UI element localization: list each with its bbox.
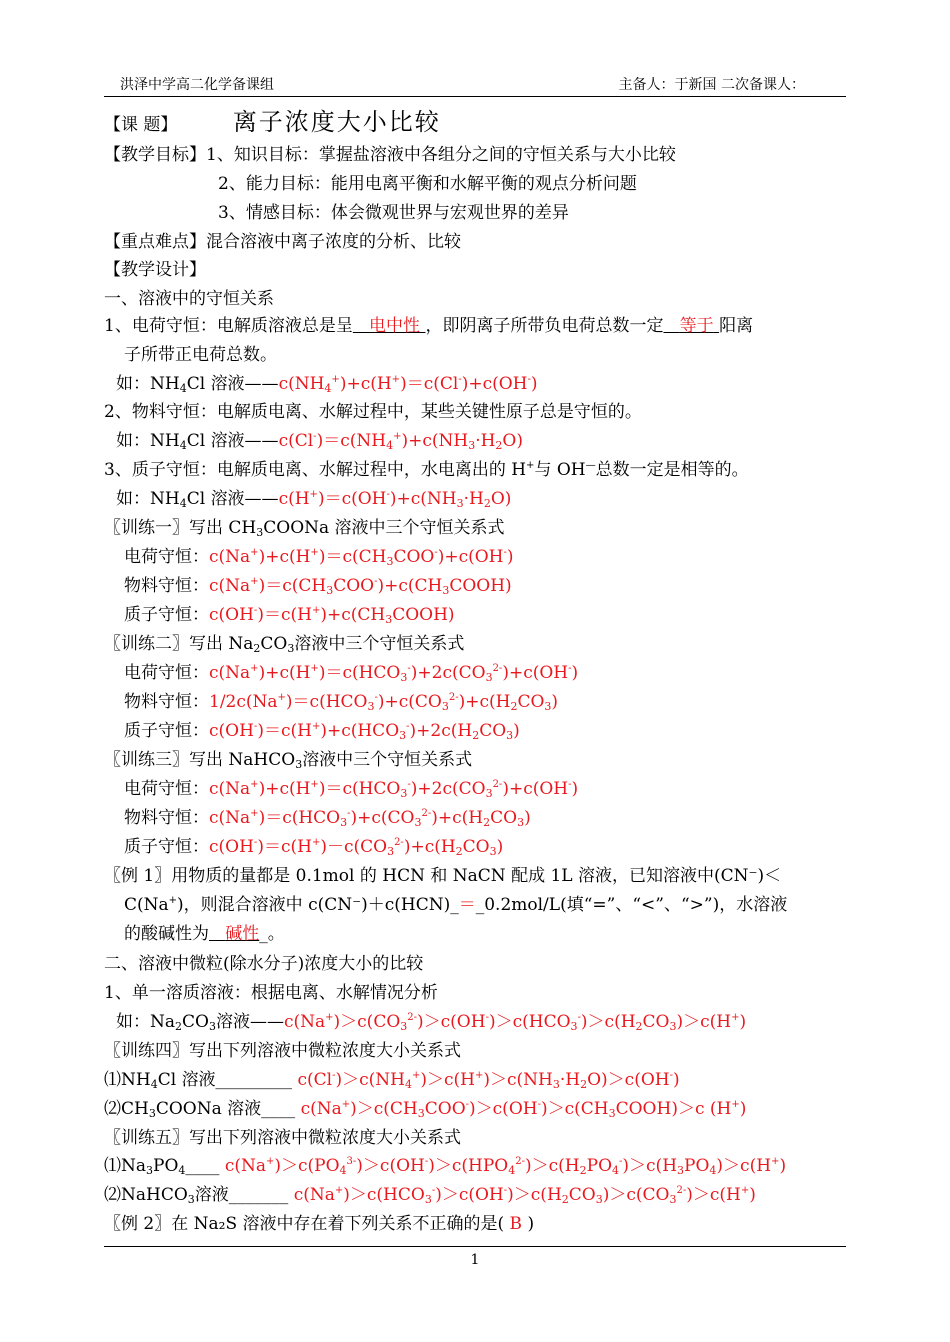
header-right: 主备人：于新国 二次备课人： [618,77,805,93]
header-left: 洪泽中学高二化学备课组 [120,77,274,93]
practice-2-proton: 质子守恒：$c(OH^-)=c(H^+)+c(HCO_3^-)+2c(H_2CO_3)$ [124,721,520,742]
eg-charge: 如：$NH_4Cl$ 溶液$——c(NH_4^+)+c(H^+)=c(Cl^-)+c(OH^-)$ [116,374,538,395]
practice-3-material: 物料守恒：$c(Na^+)=c(HCO_3^-)+c(CO_3^{2-})+c(H_2CO_3)$ [124,808,531,829]
practice-5-item-1: $⑴Na_3PO_4\_\_\_\_$ $c(Na^+)>c(PO_4^{3-})>c(OH^-)>c(HPO_4^{2-})>c(H_2PO_4^-)>c(H_3PO_4)>c(H^+)$ [104,1156,787,1177]
objectives-line-2: 2、能力目标：能用电离平衡和水解平衡的观点分析问题 [218,174,637,194]
practice-3-heading: 〖训练三〗写出 NaHCO$_3$溶液中三个守恒关系式 [104,750,473,771]
eg-proton: 如：$NH_4Cl$ 溶液$——c(H^+)=c(OH^-)+c(NH_3\cdot H_2O)$ [116,489,512,510]
eg-material: 如：$NH_4Cl$ 溶液$——c(Cl^-)=c(NH_4^+)+c(NH_3\cdot H_2O)$ [116,431,523,452]
practice-4-heading: 〖训练四〗写出下列溶液中微粒浓度大小关系式 [104,1041,461,1061]
practice-1-proton: 质子守恒：$c(OH^-)=c(H^+)+c(CH_3COOH)$ [124,605,455,626]
example-2-line: 〖例 2〗在 Na₂S 溶液中存在着下列关系不正确的是( B ) [104,1214,535,1234]
practice-4-item-2: $⑵CH_3COONa$ 溶液____ $c(Na^+)>c(CH_3COO^-)>c(OH^-)>c(CH_3COOH)>c$ (H+) [104,1099,747,1120]
charge-conservation-cont: 子所带正电荷总数。 [124,345,277,365]
practice-1-material: 物料守恒：$c(Na^+)=c(CH_3COO^-)+c(CH_3COOH)$ [124,576,512,597]
page-number: 1 [470,1252,480,1268]
charge-conservation-line: 1、电荷守恒：电解质溶液总是呈 电中性 ，即阴离子所带负电荷总数一定 等于 阳离 [104,316,754,336]
proton-conservation-line: 3、质子守恒：电解质电离、水解过程中，水电离出的 H+与 OH—总数一定是相等的。 [104,460,749,480]
example-1-line-1: 〖例 1〗用物质的量都是 0.1mol 的 HCN 和 NaCN 配成 1L 溶液，已知溶液中(CN⁻)＜ [104,866,782,886]
section1-heading: 一、溶液中的守恒关系 [104,289,274,309]
practice-1-charge: 电荷守恒：$c(Na^+)+c(H^+)=c(CH_3COO^-)+c(OH^-)$ [124,547,514,568]
footer-rule [104,1246,846,1247]
practice-5-heading: 〖训练五〗写出下列溶液中微粒浓度大小关系式 [104,1128,461,1148]
example-2-answer: B [509,1214,523,1234]
single-solute-line: 1、单一溶质溶液：根据电离、水解情况分析 [104,983,438,1003]
section2-heading: 二、溶液中微粒(除水分子)浓度大小的比较 [104,954,424,974]
practice-2-charge: 电荷守恒：$c(Na^+)+c(H^+)=c(HCO_3^-)+2c(CO_3^{2-})+c(OH^-)$ [124,663,579,684]
practice-2-material: 物料守恒：$1/2c(Na^+)=c(HCO_3^-)+c(CO_3^{2-})+c(H_2CO_3)$ [124,692,559,713]
lesson-title: 离子浓度大小比较 [232,108,441,136]
title-label: 【课 题】 [104,115,178,135]
design-label: 【教学设计】 [104,260,206,280]
header-rule [104,96,846,97]
example-1-line-2: C(Na+)，则混合溶液中 c(CN⁻)＋c(HCN)_＝_0.2mol/L(填“=”、“<”、“>”)，水溶液 [124,895,788,915]
practice-3-proton: 质子守恒：$c(OH^-)=c(H^+)-c(CO_3^{2-})+c(H_2CO_3)$ [124,837,504,858]
key-points-line: 【重点难点】混合溶液中离子浓度的分析、比较 [104,232,461,252]
practice-3-charge: 电荷守恒：$c(Na^+)+c(H^+)=c(HCO_3^-)+2c(CO_3^{2-})+c(OH^-)$ [124,779,579,800]
answer-equal: 等于 [679,316,714,336]
practice-1-heading: 〖训练一〗写出 $CH_3COONa$ 溶液中三个守恒关系式 [104,518,505,539]
answer-neutral: 电中性 [369,316,421,336]
objectives-line-3: 3、情感目标：体会微观世界与宏观世界的差异 [218,203,569,223]
objectives-line-1: 【教学目标】1、知识目标：掌握盐溶液中各组分之间的守恒关系与大小比较 [104,145,676,165]
practice-2-heading: 〖训练二〗写出 $Na_2CO_3$溶液中三个守恒关系式 [104,634,465,655]
practice-4-item-1: $⑴NH_4Cl$ 溶液_________ $c(Cl^-)>c(NH_4^+)>c(H^+)>c(NH_3\cdot H_2O)>c(OH^-)$ [104,1070,680,1091]
material-conservation-line: 2、物料守恒：电解质电离、水解过程中，某些关键性原子总是守恒的。 [104,402,642,422]
practice-5-item-2: ⑵NaHCO$_3$溶液_______ $c(Na^+)>c(HCO_3^-)>c(OH^-)>c(H_2CO_3)>c(CO_3^{2-})>c(H^+)$ [104,1185,756,1206]
title-line [104,108,441,137]
eg-na2co3: 如：$Na_2CO_3$溶液$——c(Na^+)>c(CO_3^{2-})>c(OH^-)>c(HCO_3^-)>c(H_2CO_3)>c(H^+)$ [116,1012,747,1033]
example-1-line-3: 的酸碱性为 碱性_。 [124,924,285,944]
